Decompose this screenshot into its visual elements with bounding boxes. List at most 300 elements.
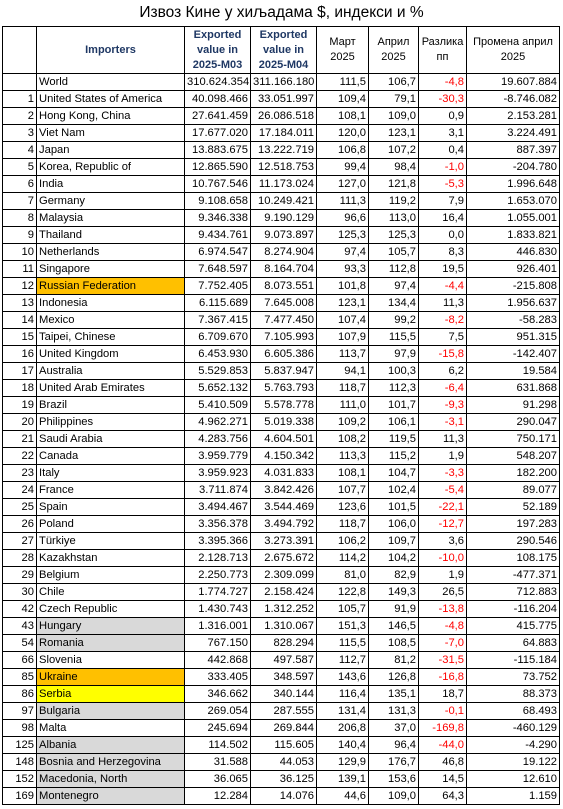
cell-rank: 1 xyxy=(3,91,37,108)
cell-change: -8.746.082 xyxy=(467,91,560,108)
cell-country: Hungary xyxy=(37,618,185,635)
cell-country: Thailand xyxy=(37,227,185,244)
cell-value-m04: 10.249.421 xyxy=(251,193,317,210)
cell-value-m03: 9.434.761 xyxy=(185,227,251,244)
cell-index-mart: 101,8 xyxy=(317,278,369,295)
cell-country: Brazil xyxy=(37,397,185,414)
cell-difference: -169,8 xyxy=(419,720,467,737)
table-row xyxy=(3,363,560,380)
cell-index-april: 82,9 xyxy=(369,567,419,584)
cell-value-m03: 7.752.405 xyxy=(185,278,251,295)
cell-country: World xyxy=(37,74,185,91)
header-promena: Промена април 2025 xyxy=(467,27,560,74)
cell-value-m03: 1.430.743 xyxy=(185,601,251,618)
cell-value-m04: 4.031.833 xyxy=(251,465,317,482)
cell-change: 887.397 xyxy=(467,142,560,159)
cell-value-m03: 12.284 xyxy=(185,788,251,805)
cell-difference: 0,0 xyxy=(419,227,467,244)
cell-index-april: 96,4 xyxy=(369,737,419,754)
cell-value-m04: 497.587 xyxy=(251,652,317,669)
cell-rank: 16 xyxy=(3,346,37,363)
cell-change: 19.584 xyxy=(467,363,560,380)
cell-value-m03: 9.346.338 xyxy=(185,210,251,227)
header-mart: Март 2025 xyxy=(317,27,369,74)
cell-value-m04: 6.605.386 xyxy=(251,346,317,363)
table-row xyxy=(3,618,560,635)
cell-difference: 11,3 xyxy=(419,431,467,448)
cell-country: Netherlands xyxy=(37,244,185,261)
cell-index-april: 106,7 xyxy=(369,74,419,91)
cell-country: France xyxy=(37,482,185,499)
cell-value-m04: 2.158.424 xyxy=(251,584,317,601)
cell-value-m04: 7.477.450 xyxy=(251,312,317,329)
cell-index-mart: 113,7 xyxy=(317,346,369,363)
cell-change: 290.047 xyxy=(467,414,560,431)
cell-rank: 26 xyxy=(3,516,37,533)
cell-country: Taipei, Chinese xyxy=(37,329,185,346)
cell-index-april: 91,9 xyxy=(369,601,419,618)
cell-value-m04: 287.555 xyxy=(251,703,317,720)
header-row xyxy=(3,27,560,74)
cell-index-april: 125,3 xyxy=(369,227,419,244)
header-value-m04: Exported value in 2025-M04 xyxy=(251,27,317,74)
cell-rank xyxy=(3,74,37,91)
cell-country: Korea, Republic of xyxy=(37,159,185,176)
table-row xyxy=(3,295,560,312)
cell-index-april: 115,5 xyxy=(369,329,419,346)
cell-rank: 148 xyxy=(3,754,37,771)
cell-difference: -12,7 xyxy=(419,516,467,533)
cell-value-m04: 8.274.904 xyxy=(251,244,317,261)
cell-country: Singapore xyxy=(37,261,185,278)
cell-value-m04: 3.544.469 xyxy=(251,499,317,516)
cell-index-april: 104,2 xyxy=(369,550,419,567)
cell-difference: 16,4 xyxy=(419,210,467,227)
cell-value-m04: 33.051.997 xyxy=(251,91,317,108)
cell-change: 548.207 xyxy=(467,448,560,465)
cell-index-april: 112,3 xyxy=(369,380,419,397)
table-row xyxy=(3,652,560,669)
table-row xyxy=(3,550,560,567)
cell-value-m03: 4.962.271 xyxy=(185,414,251,431)
cell-index-mart: 108,2 xyxy=(317,431,369,448)
cell-rank: 29 xyxy=(3,567,37,584)
cell-value-m03: 245.694 xyxy=(185,720,251,737)
table-row xyxy=(3,397,560,414)
cell-change: -4.290 xyxy=(467,737,560,754)
cell-rank: 19 xyxy=(3,397,37,414)
cell-rank: 21 xyxy=(3,431,37,448)
table-row xyxy=(3,584,560,601)
cell-country: Mexico xyxy=(37,312,185,329)
cell-index-mart: 109,2 xyxy=(317,414,369,431)
cell-value-m03: 4.283.756 xyxy=(185,431,251,448)
cell-value-m04: 3.273.391 xyxy=(251,533,317,550)
cell-index-mart: 114,2 xyxy=(317,550,369,567)
table-row xyxy=(3,261,560,278)
cell-index-april: 106,1 xyxy=(369,414,419,431)
cell-index-mart: 108,1 xyxy=(317,108,369,125)
table-row xyxy=(3,346,560,363)
cell-rank: 15 xyxy=(3,329,37,346)
cell-index-mart: 127,0 xyxy=(317,176,369,193)
cell-index-april: 153,6 xyxy=(369,771,419,788)
cell-index-april: 100,3 xyxy=(369,363,419,380)
cell-difference: -4,4 xyxy=(419,278,467,295)
header-rank xyxy=(3,27,37,74)
cell-difference: -5,4 xyxy=(419,482,467,499)
cell-change: 197.283 xyxy=(467,516,560,533)
cell-value-m04: 11.173.024 xyxy=(251,176,317,193)
cell-index-mart: 96,6 xyxy=(317,210,369,227)
cell-value-m04: 8.073.551 xyxy=(251,278,317,295)
cell-index-mart: 115,5 xyxy=(317,635,369,652)
cell-index-mart: 111,5 xyxy=(317,74,369,91)
cell-value-m04: 3.494.792 xyxy=(251,516,317,533)
table-row xyxy=(3,125,560,142)
cell-value-m03: 40.098.466 xyxy=(185,91,251,108)
cell-change: 1.833.821 xyxy=(467,227,560,244)
cell-index-april: 115,2 xyxy=(369,448,419,465)
cell-country: Philippines xyxy=(37,414,185,431)
cell-difference: 1,9 xyxy=(419,448,467,465)
cell-value-m03: 767.150 xyxy=(185,635,251,652)
header-razlika: Разлика пп xyxy=(419,27,467,74)
cell-rank: 98 xyxy=(3,720,37,737)
cell-rank: 4 xyxy=(3,142,37,159)
cell-difference: -4,8 xyxy=(419,618,467,635)
cell-rank: 152 xyxy=(3,771,37,788)
cell-value-m03: 1.774.727 xyxy=(185,584,251,601)
cell-difference: 7,5 xyxy=(419,329,467,346)
cell-country: Malta xyxy=(37,720,185,737)
cell-country: Romania xyxy=(37,635,185,652)
cell-index-april: 106,0 xyxy=(369,516,419,533)
table-row xyxy=(3,516,560,533)
cell-rank: 9 xyxy=(3,227,37,244)
cell-index-april: 107,2 xyxy=(369,142,419,159)
cell-difference: -30,3 xyxy=(419,91,467,108)
cell-value-m03: 3.959.923 xyxy=(185,465,251,482)
cell-value-m04: 13.222.719 xyxy=(251,142,317,159)
table-row xyxy=(3,431,560,448)
table-row xyxy=(3,414,560,431)
cell-index-mart: 94,1 xyxy=(317,363,369,380)
cell-rank: 27 xyxy=(3,533,37,550)
cell-difference: 14,5 xyxy=(419,771,467,788)
cell-difference: 1,9 xyxy=(419,567,467,584)
cell-change: 1.159 xyxy=(467,788,560,805)
cell-change: -115.184 xyxy=(467,652,560,669)
cell-rank: 25 xyxy=(3,499,37,516)
cell-value-m03: 3.395.366 xyxy=(185,533,251,550)
cell-country: Germany xyxy=(37,193,185,210)
cell-change: 89.077 xyxy=(467,482,560,499)
cell-value-m04: 340.144 xyxy=(251,686,317,703)
cell-difference: -13,8 xyxy=(419,601,467,618)
cell-value-m03: 5.529.853 xyxy=(185,363,251,380)
cell-index-april: 109,7 xyxy=(369,533,419,550)
cell-rank: 7 xyxy=(3,193,37,210)
cell-index-mart: 125,3 xyxy=(317,227,369,244)
cell-change: 415.775 xyxy=(467,618,560,635)
cell-rank: 54 xyxy=(3,635,37,652)
cell-change: 2.153.281 xyxy=(467,108,560,125)
cell-value-m03: 3.494.467 xyxy=(185,499,251,516)
cell-change: 19.607.884 xyxy=(467,74,560,91)
cell-value-m03: 333.405 xyxy=(185,669,251,686)
cell-difference: -3,3 xyxy=(419,465,467,482)
table-row xyxy=(3,482,560,499)
cell-value-m04: 7.645.008 xyxy=(251,295,317,312)
cell-index-mart: 44,6 xyxy=(317,788,369,805)
cell-value-m03: 27.641.459 xyxy=(185,108,251,125)
cell-rank: 22 xyxy=(3,448,37,465)
cell-rank: 5 xyxy=(3,159,37,176)
cell-index-april: 108,5 xyxy=(369,635,419,652)
cell-index-mart: 107,4 xyxy=(317,312,369,329)
cell-country: Albania xyxy=(37,737,185,754)
cell-index-april: 104,7 xyxy=(369,465,419,482)
cell-country: India xyxy=(37,176,185,193)
cell-difference: 64,3 xyxy=(419,788,467,805)
cell-country: United States of America xyxy=(37,91,185,108)
cell-value-m03: 6.974.547 xyxy=(185,244,251,261)
cell-difference: -16,8 xyxy=(419,669,467,686)
table-row xyxy=(3,380,560,397)
cell-index-april: 99,2 xyxy=(369,312,419,329)
cell-change: -142.407 xyxy=(467,346,560,363)
cell-difference: 7,9 xyxy=(419,193,467,210)
cell-index-april: 97,9 xyxy=(369,346,419,363)
cell-difference: -6,4 xyxy=(419,380,467,397)
cell-rank: 14 xyxy=(3,312,37,329)
cell-value-m04: 5.837.947 xyxy=(251,363,317,380)
table-row xyxy=(3,737,560,754)
cell-difference: -10,0 xyxy=(419,550,467,567)
cell-difference: 18,7 xyxy=(419,686,467,703)
table-row xyxy=(3,720,560,737)
header-value-m03: Exported value in 2025-M03 xyxy=(185,27,251,74)
cell-value-m03: 6.709.670 xyxy=(185,329,251,346)
cell-value-m03: 5.410.509 xyxy=(185,397,251,414)
cell-index-mart: 93,3 xyxy=(317,261,369,278)
cell-value-m03: 1.316.001 xyxy=(185,618,251,635)
cell-index-april: 113,0 xyxy=(369,210,419,227)
cell-change: 1.055.001 xyxy=(467,210,560,227)
cell-value-m04: 2.675.672 xyxy=(251,550,317,567)
cell-index-april: 105,7 xyxy=(369,244,419,261)
cell-difference: -5,3 xyxy=(419,176,467,193)
cell-country: Belgium xyxy=(37,567,185,584)
cell-change: 1.956.637 xyxy=(467,295,560,312)
cell-country: Kazakhstan xyxy=(37,550,185,567)
cell-rank: 23 xyxy=(3,465,37,482)
cell-value-m04: 828.294 xyxy=(251,635,317,652)
table-row xyxy=(3,703,560,720)
cell-change: 750.171 xyxy=(467,431,560,448)
cell-index-mart: 122,8 xyxy=(317,584,369,601)
cell-difference: 0,9 xyxy=(419,108,467,125)
cell-value-m04: 3.842.426 xyxy=(251,482,317,499)
cell-index-mart: 108,1 xyxy=(317,465,369,482)
table-row xyxy=(3,74,560,91)
cell-rank: 97 xyxy=(3,703,37,720)
table-title: Извоз Кине у хиљадама $, индекси и % xyxy=(139,4,424,21)
table-row xyxy=(3,278,560,295)
cell-country: Bulgaria xyxy=(37,703,185,720)
table-row xyxy=(3,91,560,108)
cell-rank: 66 xyxy=(3,652,37,669)
table-row xyxy=(3,244,560,261)
cell-change: 3.224.491 xyxy=(467,125,560,142)
cell-country: Czech Republic xyxy=(37,601,185,618)
cell-rank: 11 xyxy=(3,261,37,278)
table-row xyxy=(3,499,560,516)
cell-index-mart: 123,6 xyxy=(317,499,369,516)
table-row xyxy=(3,329,560,346)
cell-index-april: 81,2 xyxy=(369,652,419,669)
cell-index-april: 176,7 xyxy=(369,754,419,771)
cell-country: Poland xyxy=(37,516,185,533)
cell-difference: -7,0 xyxy=(419,635,467,652)
table-row xyxy=(3,142,560,159)
cell-index-april: 98,4 xyxy=(369,159,419,176)
cell-country: Japan xyxy=(37,142,185,159)
table-row xyxy=(3,686,560,703)
table-row xyxy=(3,227,560,244)
cell-rank: 169 xyxy=(3,788,37,805)
cell-value-m04: 44.053 xyxy=(251,754,317,771)
table-row xyxy=(3,448,560,465)
cell-value-m04: 12.518.753 xyxy=(251,159,317,176)
cell-difference: 6,2 xyxy=(419,363,467,380)
cell-value-m03: 6.453.930 xyxy=(185,346,251,363)
cell-value-m03: 31.588 xyxy=(185,754,251,771)
cell-value-m04: 1.310.067 xyxy=(251,618,317,635)
cell-country: United Arab Emirates xyxy=(37,380,185,397)
cell-rank: 85 xyxy=(3,669,37,686)
cell-rank: 2 xyxy=(3,108,37,125)
cell-index-mart: 112,7 xyxy=(317,652,369,669)
cell-index-april: 126,8 xyxy=(369,669,419,686)
cell-rank: 86 xyxy=(3,686,37,703)
cell-change: 1.996.648 xyxy=(467,176,560,193)
cell-value-m04: 36.125 xyxy=(251,771,317,788)
cell-difference: -9,3 xyxy=(419,397,467,414)
cell-country: Macedonia, North xyxy=(37,771,185,788)
table-row xyxy=(3,635,560,652)
cell-change: 951.315 xyxy=(467,329,560,346)
table-row xyxy=(3,601,560,618)
cell-country: Saudi Arabia xyxy=(37,431,185,448)
cell-country: Russian Federation xyxy=(37,278,185,295)
table-row xyxy=(3,754,560,771)
cell-difference: 19,5 xyxy=(419,261,467,278)
cell-index-april: 149,3 xyxy=(369,584,419,601)
cell-difference: -1,0 xyxy=(419,159,467,176)
table-row xyxy=(3,193,560,210)
cell-change: 182.200 xyxy=(467,465,560,482)
cell-difference: 26,5 xyxy=(419,584,467,601)
cell-value-m03: 10.767.546 xyxy=(185,176,251,193)
cell-country: Australia xyxy=(37,363,185,380)
cell-index-mart: 116,4 xyxy=(317,686,369,703)
cell-value-m03: 17.677.020 xyxy=(185,125,251,142)
cell-change: -460.129 xyxy=(467,720,560,737)
cell-country: Slovenia xyxy=(37,652,185,669)
cell-rank: 20 xyxy=(3,414,37,431)
table-row xyxy=(3,533,560,550)
table-row xyxy=(3,669,560,686)
cell-value-m04: 5.763.793 xyxy=(251,380,317,397)
cell-change: 64.883 xyxy=(467,635,560,652)
cell-change: -477.371 xyxy=(467,567,560,584)
cell-index-april: 123,1 xyxy=(369,125,419,142)
cell-value-m04: 5.019.338 xyxy=(251,414,317,431)
cell-rank: 3 xyxy=(3,125,37,142)
cell-value-m04: 348.597 xyxy=(251,669,317,686)
cell-difference: -0,1 xyxy=(419,703,467,720)
cell-country: Indonesia xyxy=(37,295,185,312)
cell-country: Italy xyxy=(37,465,185,482)
cell-index-mart: 123,1 xyxy=(317,295,369,312)
cell-index-mart: 111,0 xyxy=(317,397,369,414)
cell-change: -116.204 xyxy=(467,601,560,618)
cell-change: 926.401 xyxy=(467,261,560,278)
cell-difference: 3,1 xyxy=(419,125,467,142)
cell-difference: 11,3 xyxy=(419,295,467,312)
cell-change: 73.752 xyxy=(467,669,560,686)
cell-country: Viet Nam xyxy=(37,125,185,142)
cell-index-april: 37,0 xyxy=(369,720,419,737)
cell-index-mart: 118,7 xyxy=(317,380,369,397)
cell-value-m04: 269.844 xyxy=(251,720,317,737)
cell-value-m04: 9.073.897 xyxy=(251,227,317,244)
table-row xyxy=(3,788,560,805)
cell-change: 91.298 xyxy=(467,397,560,414)
table-row xyxy=(3,108,560,125)
cell-rank: 18 xyxy=(3,380,37,397)
cell-value-m03: 7.367.415 xyxy=(185,312,251,329)
cell-index-april: 97,4 xyxy=(369,278,419,295)
cell-value-m03: 2.250.773 xyxy=(185,567,251,584)
cell-country: Türkiye xyxy=(37,533,185,550)
table-row xyxy=(3,159,560,176)
cell-index-april: 109,0 xyxy=(369,108,419,125)
cell-index-april: 119,5 xyxy=(369,431,419,448)
cell-rank: 24 xyxy=(3,482,37,499)
cell-rank: 17 xyxy=(3,363,37,380)
cell-difference: -22,1 xyxy=(419,499,467,516)
cell-index-april: 131,3 xyxy=(369,703,419,720)
cell-rank: 43 xyxy=(3,618,37,635)
cell-index-mart: 107,9 xyxy=(317,329,369,346)
cell-index-mart: 120,0 xyxy=(317,125,369,142)
cell-value-m03: 442.868 xyxy=(185,652,251,669)
cell-index-mart: 129,9 xyxy=(317,754,369,771)
cell-country: Chile xyxy=(37,584,185,601)
cell-difference: 0,4 xyxy=(419,142,467,159)
cell-index-april: 79,1 xyxy=(369,91,419,108)
cell-change: 446.830 xyxy=(467,244,560,261)
cell-change: 712.883 xyxy=(467,584,560,601)
cell-index-mart: 131,4 xyxy=(317,703,369,720)
cell-value-m03: 12.865.590 xyxy=(185,159,251,176)
cell-change: -58.283 xyxy=(467,312,560,329)
cell-change: 108.175 xyxy=(467,550,560,567)
cell-value-m03: 5.652.132 xyxy=(185,380,251,397)
